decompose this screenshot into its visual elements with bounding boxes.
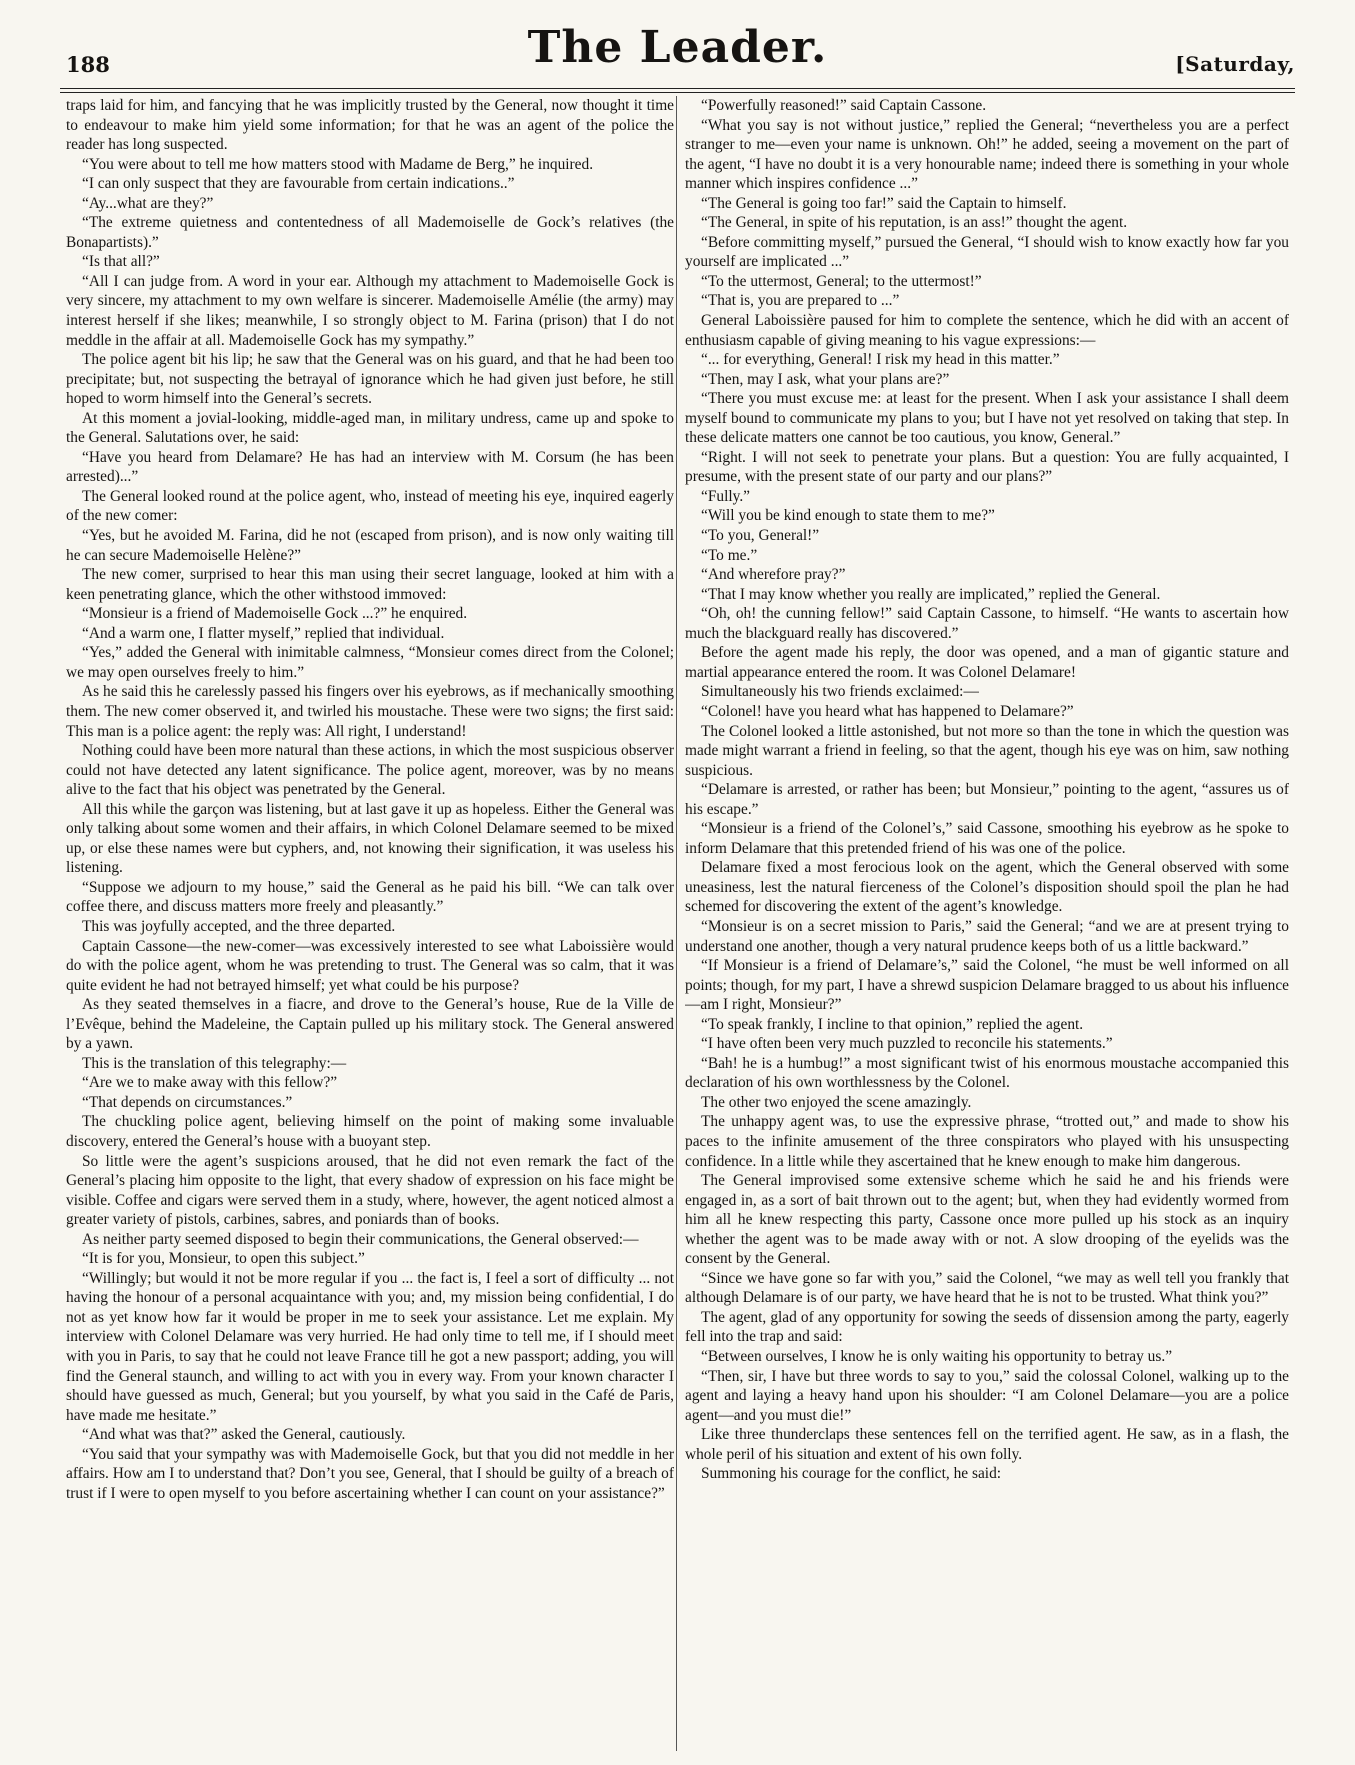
paragraph: “That I may know whether you really are implicated,” replied the General. xyxy=(701,585,1161,603)
paragraph: As they seated themselves in a fiacre, and drove to the General’s house, Rue de la Ville de l’Evêque, behind the Madeleine, the Captain pulled up his military stock. The General answered by a yawn. xyxy=(66,996,674,1053)
paragraph: “And what was that?” asked the General, cautiously. xyxy=(82,1426,406,1444)
issue-day: [Saturday, xyxy=(1175,52,1295,76)
paragraph: The new comer, surprised to hear this man using their secret language, looked at him with a keen penetrating glance, which the other withstood immoved: xyxy=(66,566,674,603)
paragraph: “And wherefore pray?” xyxy=(701,566,846,584)
paragraph: This was joyfully accepted, and the three departed. xyxy=(82,917,396,935)
paragraph: “Between ourselves, I know he is only waiting his opportunity to betray us.” xyxy=(701,1348,1173,1365)
paragraph: “The extreme quietness and contentedness of all Mademoiselle de Gock’s relatives (the Bonapartists).” xyxy=(66,214,674,251)
paragraph: All this while the garçon was listening, but at last gave it up as hopeless. Either the General was only talking about some women and their affairs, in which Colonel Delamare seemed to be mixed up, or else these names were but cyphers, and, not knowing their signification, it was useless his listening. xyxy=(66,800,674,877)
paragraph: The chuckling police agent, believing himself on the point of making some invaluable discovery, entered the General’s house with a buoyant step. xyxy=(66,1113,674,1150)
paragraph: “Before committing myself,” pursued the General, “I should wish to know exactly how far you yourself are implicated ...” xyxy=(685,233,1289,271)
paragraph: “And a warm one, I flatter myself,” replied that individual. xyxy=(82,624,445,642)
paragraph: “Monsieur is a friend of the Colonel’s,” said Cassone, smoothing his eyebrow as he spoke to inform Delamare that this pretended friend of his was one of the police. xyxy=(685,820,1289,857)
paragraph: “Suppose we adjourn to my house,” said the General as he paid his bill. “We can talk over coffee there, and discuss matters more freely and pleasantly.” xyxy=(66,878,674,916)
paragraph: “Colonel! have you heard what has happened to Delamare?” xyxy=(701,702,1074,720)
paragraph: “Yes,” added the General with inimitable calmness, “Monsieur comes direct from the Colonel; we may open ourselves freely to him.” xyxy=(66,644,674,681)
paragraph: The Colonel looked a little astonished, but not more so than the tone in which the question was made might warrant a friend in feeling, so that the agent, though his eye was on him, saw nothing suspicious. xyxy=(685,722,1289,779)
paragraph: “Will you be kind enough to state them to me?” xyxy=(701,507,995,525)
paragraph: The agent, glad of any opportunity for sowing the seeds of dissension among the party, eagerly fell into the trap and said: xyxy=(685,1308,1289,1346)
paragraph: “Are we to make away with this fellow?” xyxy=(82,1074,338,1092)
paragraph: “Monsieur is a friend of Mademoiselle Gock ...?” he enquired. xyxy=(82,605,468,623)
paragraph: “I can only suspect that they are favourable from certain indications..” xyxy=(82,175,515,193)
paragraph: So little were the agent’s suspicions aroused, that he did not even remark the fact of the General’s placing him opposite to the light, that every shadow of expression on his face might be visible. Coffee and cigars were served them in a study, where, however, the agent noticed almost a greater variety of pistols, carbines, sabres, and poniards than of books. xyxy=(66,1152,674,1229)
paragraph: “I have often been very much puzzled to reconcile his statements.” xyxy=(701,1035,1113,1053)
paragraph: “Have you heard from Delamare? He has had an interview with M. Corsum (he has been arrested)...” xyxy=(66,448,674,486)
page-number: 188 xyxy=(66,52,110,77)
paragraph: “It is for you, Monsieur, to open this subject.” xyxy=(82,1250,365,1268)
paragraph: Captain Cassone—the new-comer—was excessively interested to see what Laboissière would do with the police agent, whom he was pretending to trust. The General was so calm, that it was quite evident he had not betrayed himself; yet what could be his purpose? xyxy=(66,937,674,994)
paragraph: At this moment a jovial-looking, middle-aged man, in military undress, came up and spoke to the General. Salutations over, he said: xyxy=(66,409,674,447)
paragraph: General Laboissière paused for him to complete the sentence, which he did with an accent of enthusiasm capable of giving meaning to his vague expressions:— xyxy=(685,312,1289,349)
paragraph: traps laid for him, and fancying that he was implicitly trusted by the General, now thought it time to endeavour to make him yield some information; for that he was an agent of the police the reader has long suspected. xyxy=(66,97,674,154)
paragraph: The police agent bit his lip; he saw that the General was on his guard, and that he had been too precipitate; but, not suspecting the betrayal of ignorance which he had given just before, he still hoped to worm himself into the General’s secrets. xyxy=(66,351,674,408)
paragraph: “You were about to tell me how matters stood with Madame de Berg,” he inquired. xyxy=(82,155,594,173)
paragraph: “All I can judge from. A word in your ear. Although my attachment to Mademoiselle Gock is very sincere, my attachment to my own welfare is sincerer. Mademoiselle Amélie (the army) may interest herself if she likes; meanwhile, I so strongly object to M. Farina (prison) that I do not meddle in the affair at all. Mademoiselle Gock has my sympathy.” xyxy=(66,272,674,349)
paragraph: “Then, sir, I have but three words to say to you,” said the colossal Colonel, walking up to the agent and laying a heavy hand upon his shoulder: “I am Colonel Delamare—you are a police agent—and you must die!” xyxy=(685,1367,1289,1424)
paragraph: The other two enjoyed the scene amazingly. xyxy=(701,1093,972,1111)
header-rule-thin xyxy=(60,92,1295,93)
paragraph: “Is that all?” xyxy=(82,253,160,271)
paragraph: Like three thunderclaps these sentences fell on the terrified agent. He saw, as in a flash, the whole peril of his situation and extent of his own folly. xyxy=(685,1426,1289,1463)
masthead xyxy=(60,18,1295,84)
paragraph: The General looked round at the police agent, who, instead of meeting his eye, inquired eagerly of the new comer: xyxy=(66,487,674,525)
paragraph: As he said this he carelessly passed his fingers over his eyebrows, as if mechanically smoothing them. The new comer observed it, and twirled his moustache. These were two signs; the first said: This man is a police agent: the reply was: All right, I understand! xyxy=(66,683,674,740)
paragraph: Nothing could have been more natural than these actions, in which the most suspicious observer could not have detected any latent significance. The police agent, moreover, was by no means alive to the fact that his object was penetrated by the General. xyxy=(66,742,674,799)
paragraph: “Ay...what are they?” xyxy=(82,194,214,212)
paragraph: Delamare fixed a most ferocious look on the agent, which the General observed with some uneasiness, lest the natural fierceness of the Colonel’s disposition should spoil the plan he had schemed for discovering the extent of the agent’s knowledge. xyxy=(685,859,1289,916)
left-column xyxy=(66,96,674,1751)
paragraph: “Since we have gone so far with you,” said the Colonel, “we may as well tell you frankly that although Delamare is of our party, we have heard that he is not to be trusted. What think you?” xyxy=(685,1269,1289,1307)
paragraph: “Bah! he is a humbug!” a most significant twist of his enormous moustache accompanied this declaration of his own worthlessness by the Colonel. xyxy=(685,1054,1289,1092)
header-rule xyxy=(60,88,1295,89)
paragraph: “You said that your sympathy was with Mademoiselle Gock, but that you did not meddle in her affairs. How am I to understand that? Don’t you see, General, that I should be guilty of a breach of trust if I were to open myself to you before ascertaining whether I can count on your assistance?” xyxy=(66,1445,674,1502)
paragraph: “The General, in spite of his reputation, is an ass!” thought the agent. xyxy=(701,214,1128,232)
paragraph: “Right. I will not seek to penetrate your plans. But a question: You are fully acquainted, I presume, with the present state of our party and our plans?” xyxy=(685,448,1289,486)
paragraph: This is the translation of this telegraphy:— xyxy=(82,1054,347,1072)
paragraph: “What you say is not without justice,” replied the General; “nevertheless you are a perfect stranger to me—even your name is unknown. Oh!” he added, seeing a movement on the part of the agent, “I have no doubt it is a very honourable name; indeed there is something in your whole manner which inspires confidence ...” xyxy=(685,116,1289,193)
paragraph: Simultaneously his two friends exclaimed:— xyxy=(701,683,979,701)
paragraph: “Willingly; but would it not be more regular if you ... the fact is, I feel a sort of difficulty ... not having the honour of a personal acquaintance with you; and, my mission being confidential, I do not as yet know how far it would be proper in me to seek your assistance. Let me explain. My interview with Colonel Delamare was very hurried. He had only time to tell me, if I should meet with you in Paris, to say that he could not leave France till he got a new passport; adding, you will find the General staunch, and willing to act with you in every way. From your known character I should have guessed as much, General; but you yourself, by what you said in the Café de Paris, have made me hesitate.” xyxy=(66,1269,674,1424)
paragraph: “Oh, oh! the cunning fellow!” said Captain Cassone, to himself. “He wants to ascertain how much the blackguard really has discovered.” xyxy=(685,605,1289,642)
paragraph: “If Monsieur is a friend of Delamare’s,” said the Colonel, “he must be well informed on all points; though, for my part, I have a shrewd suspicion Delamare bragged to us about his influence—am I right, Monsieur?” xyxy=(685,957,1289,1014)
right-column xyxy=(685,96,1289,1751)
paragraph: The unhappy agent was, to use the expressive phrase, “trotted out,” and made to show his paces to the infinite amusement of the three conspirators who played with his unsuspecting confidence. In a little while they ascertained that he knew enough to make him dangerous. xyxy=(685,1113,1289,1170)
paragraph: As neither party seemed disposed to begin their communications, the General observed:— xyxy=(82,1230,639,1248)
column-divider xyxy=(676,96,677,1751)
paragraph: “Fully.” xyxy=(701,487,751,505)
paragraph: The General improvised some extensive scheme which he said he and his friends were engaged in, as a sort of bait thrown out to the agent; but, when they had evidently wormed from him all he knew respecting this party, Cassone once more pulled up his stock as an inquiry whether the agent was to be made away with or not. A slow drooping of the eyelids was the consent by the General. xyxy=(685,1172,1289,1268)
newspaper-title: The Leader. xyxy=(527,22,828,73)
paragraph: “Yes, but he avoided M. Farina, did he not (escaped from prison), and is now only waiting till he can secure Mademoiselle Helène?” xyxy=(66,527,674,564)
paragraph: “The General is going too far!” said the Captain to himself. xyxy=(701,194,1067,212)
paragraph: “To speak frankly, I incline to that opinion,” replied the agent. xyxy=(701,1015,1084,1033)
paragraph: “To you, General!” xyxy=(701,527,820,545)
paragraph: “That depends on circumstances.” xyxy=(82,1093,293,1111)
paragraph: Summoning his courage for the conflict, he said: xyxy=(701,1465,1002,1483)
paragraph: “Delamare is arrested, or rather has been; but Monsieur,” pointing to the agent, “assures us of his escape.” xyxy=(685,781,1289,818)
paragraph: Before the agent made his reply, the door was opened, and a man of gigantic stature and martial appearance entered the room. It was Colonel Delamare! xyxy=(685,644,1289,681)
paragraph: “To me.” xyxy=(701,546,758,564)
paragraph: “Powerfully reasoned!” said Captain Cassone. xyxy=(701,97,987,114)
paragraph: “Monsieur is on a secret mission to Paris,” said the General; “and we are at present trying to understand one another, though a very natural prudence keeps both of us a little backward.” xyxy=(685,917,1289,955)
paragraph: “To the uttermost, General; to the uttermost!” xyxy=(701,272,982,290)
paragraph: “... for everything, General! I risk my head in this matter.” xyxy=(701,351,1060,369)
paragraph: “That is, you are prepared to ...” xyxy=(701,292,900,310)
paragraph: “Then, may I ask, what your plans are?” xyxy=(701,370,950,388)
paragraph: “There you must excuse me: at least for the present. When I ask your assistance I shall deem myself bound to communicate my plans to you; but I have not yet resolved on taking that step. In these delicate matters one cannot be too cautious, you know, General.” xyxy=(685,390,1289,447)
